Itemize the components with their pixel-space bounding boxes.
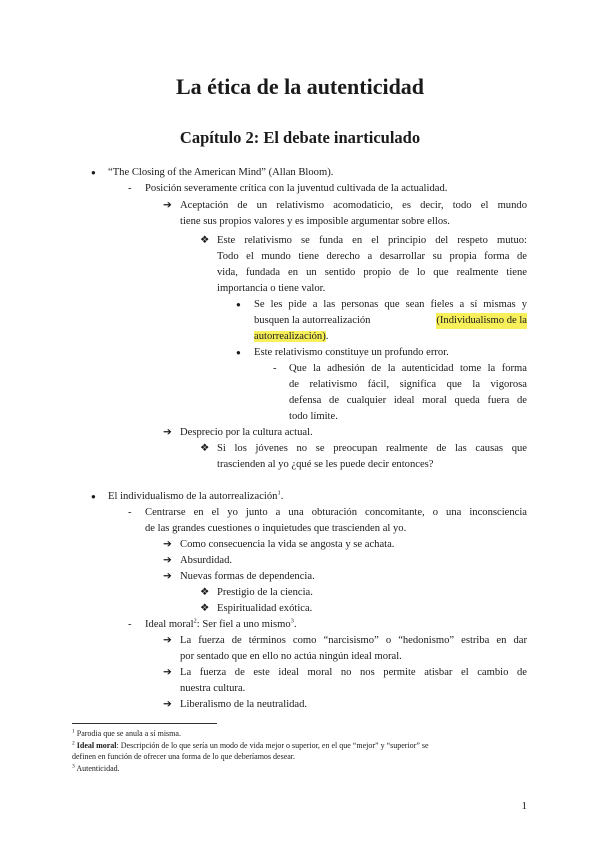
highlight-self-realization: autorrealización): [254, 331, 326, 342]
absurdity-text: Absurdidad.: [180, 555, 233, 566]
center-line-2: de las grandes cuestiones o inquietudes que trascienden al yo.: [145, 523, 407, 534]
bullet-dot: ●: [91, 168, 96, 177]
force-line-1: La fuerza de este ideal moral no nos permite atisbar el cambio de: [180, 667, 527, 678]
bullet-diamond: ❖: [200, 587, 210, 598]
footnote-separator: [72, 723, 217, 724]
bullet-dash: -: [128, 183, 132, 194]
bullet-arrow: ➔: [163, 539, 172, 550]
terms-line-2: por sentado que en ello no actúa ningún ideal moral.: [180, 651, 402, 662]
document-title: La ética de la autenticidad: [175, 74, 425, 99]
bullet-dot: ●: [236, 348, 241, 357]
bullet-diamond: ❖: [200, 603, 210, 614]
bullet-dash: -: [128, 507, 132, 518]
footnote-2-continuation: definen en función de ofrecer una forma de lo que deberíamos desear.: [72, 752, 296, 761]
adhesion-line-1: Que la adhesión de la autenticidad tome la forma: [289, 363, 527, 374]
spirituality-text: Espiritualidad exótica.: [217, 603, 313, 614]
faithful-text: busquen la autorrealización: [254, 315, 371, 326]
bullet-dash: -: [273, 363, 277, 374]
chapter-heading: Capítulo 2: El debate inarticulado: [179, 128, 421, 147]
bullet-arrow: ➔: [163, 667, 172, 678]
respect-line-1: Este relativismo se funda en el principio del respeto mutuo:: [217, 235, 527, 246]
center-line-1: Centrarse en el yo junto a una obturación concomitante, o una inconsciencia: [145, 507, 527, 518]
footnote-2-term: Ideal moral: [76, 741, 117, 750]
adhesion-line-4: todo límite.: [289, 411, 338, 422]
adhesion-line-2: de relativismo fácil, significa que la vigorosa: [289, 379, 527, 390]
force-line-2: nuestra cultura.: [180, 683, 246, 694]
position-text: Posición severamente crítica con la juventud cultivada de la actualidad.: [145, 183, 448, 194]
bullet-dash: -: [128, 619, 132, 630]
relativism-line-1: Aceptación de un relativismo acomodaticio, es decir, todo el mundo: [180, 200, 527, 211]
contempt-text: Desprecio por la cultura actual.: [180, 427, 313, 438]
bullet-arrow: ➔: [163, 699, 172, 710]
page-number: 1: [521, 800, 527, 812]
bullet-arrow: ➔: [163, 555, 172, 566]
footnote-2: $^2$ Ideal moral: Descripción de lo que sería un modo de vida mejor o superior, en el que “mejor” y “superior” se: [72, 740, 429, 750]
bullet-diamond: ❖: [200, 443, 210, 454]
respect-line-4: importancia o tiene valor.: [217, 283, 326, 294]
dependency-text: Nuevas formas de dependencia.: [180, 571, 315, 582]
relativism-line-2: tiene sus propios valores y es imposible argumentar sobre ellos.: [180, 216, 450, 227]
faithful-line-1: Se les pide a las personas que sean fieles a sí mismas y: [254, 299, 527, 310]
highlight-individualism: (Individualismo de la: [436, 313, 527, 329]
ideal-moral-text: Ideal moral$^2$: Ser fiel a uno mismo$^3$.: [145, 617, 297, 630]
bullet-diamond: ❖: [200, 235, 210, 246]
bullet-arrow: ➔: [163, 427, 172, 438]
consequence-text: Como consecuencia la vida se angosta y se achata.: [180, 539, 395, 550]
footnote-1: $^1$ Parodia que se anula a sí misma.: [72, 728, 181, 738]
neutrality-text: Liberalismo de la neutralidad.: [180, 699, 308, 710]
respect-line-2: Todo el mundo tiene derecho a desarrollar su propia forma de: [217, 251, 527, 262]
terms-line-1: La fuerza de términos como “narcisismo” o “hedonismo” estriba en dar: [180, 635, 527, 646]
footnote-3: $^3$ Autenticidad.: [72, 763, 120, 773]
science-text: Prestigio de la ciencia.: [217, 587, 313, 598]
error-text: Este relativismo constituye un profundo error.: [254, 347, 449, 358]
respect-line-3: vida, fundada en un sentido propio de lo que realmente tiene: [217, 267, 527, 278]
youth-line-2: trascienden al yo ¿qué se les puede decir entonces?: [217, 459, 434, 470]
footnote-ref-2[interactable]: 2: [193, 617, 197, 625]
youth-line-1: Si los jóvenes no se preocupan realmente de las causas que: [217, 443, 527, 454]
bullet-arrow: ➔: [163, 571, 172, 582]
faithful-line-3: autorrealización).: [254, 331, 329, 342]
faithful-line-2: [254, 313, 527, 329]
bullet-arrow: ➔: [163, 200, 172, 211]
section-2-heading: El individualismo de la autorrealización$^1$.: [108, 489, 284, 502]
section-1-heading: “The Closing of the American Mind” (Allan Bloom).: [108, 167, 334, 178]
footnote-ref-3[interactable]: 3: [290, 617, 294, 625]
bullet-dot: ●: [91, 492, 96, 501]
bullet-dot: ●: [236, 300, 241, 309]
bullet-arrow: ➔: [163, 635, 172, 646]
adhesion-line-3: defensa de cualquier ideal moral queda fuera de: [289, 395, 527, 406]
footnote-ref-1[interactable]: 1: [277, 489, 281, 497]
